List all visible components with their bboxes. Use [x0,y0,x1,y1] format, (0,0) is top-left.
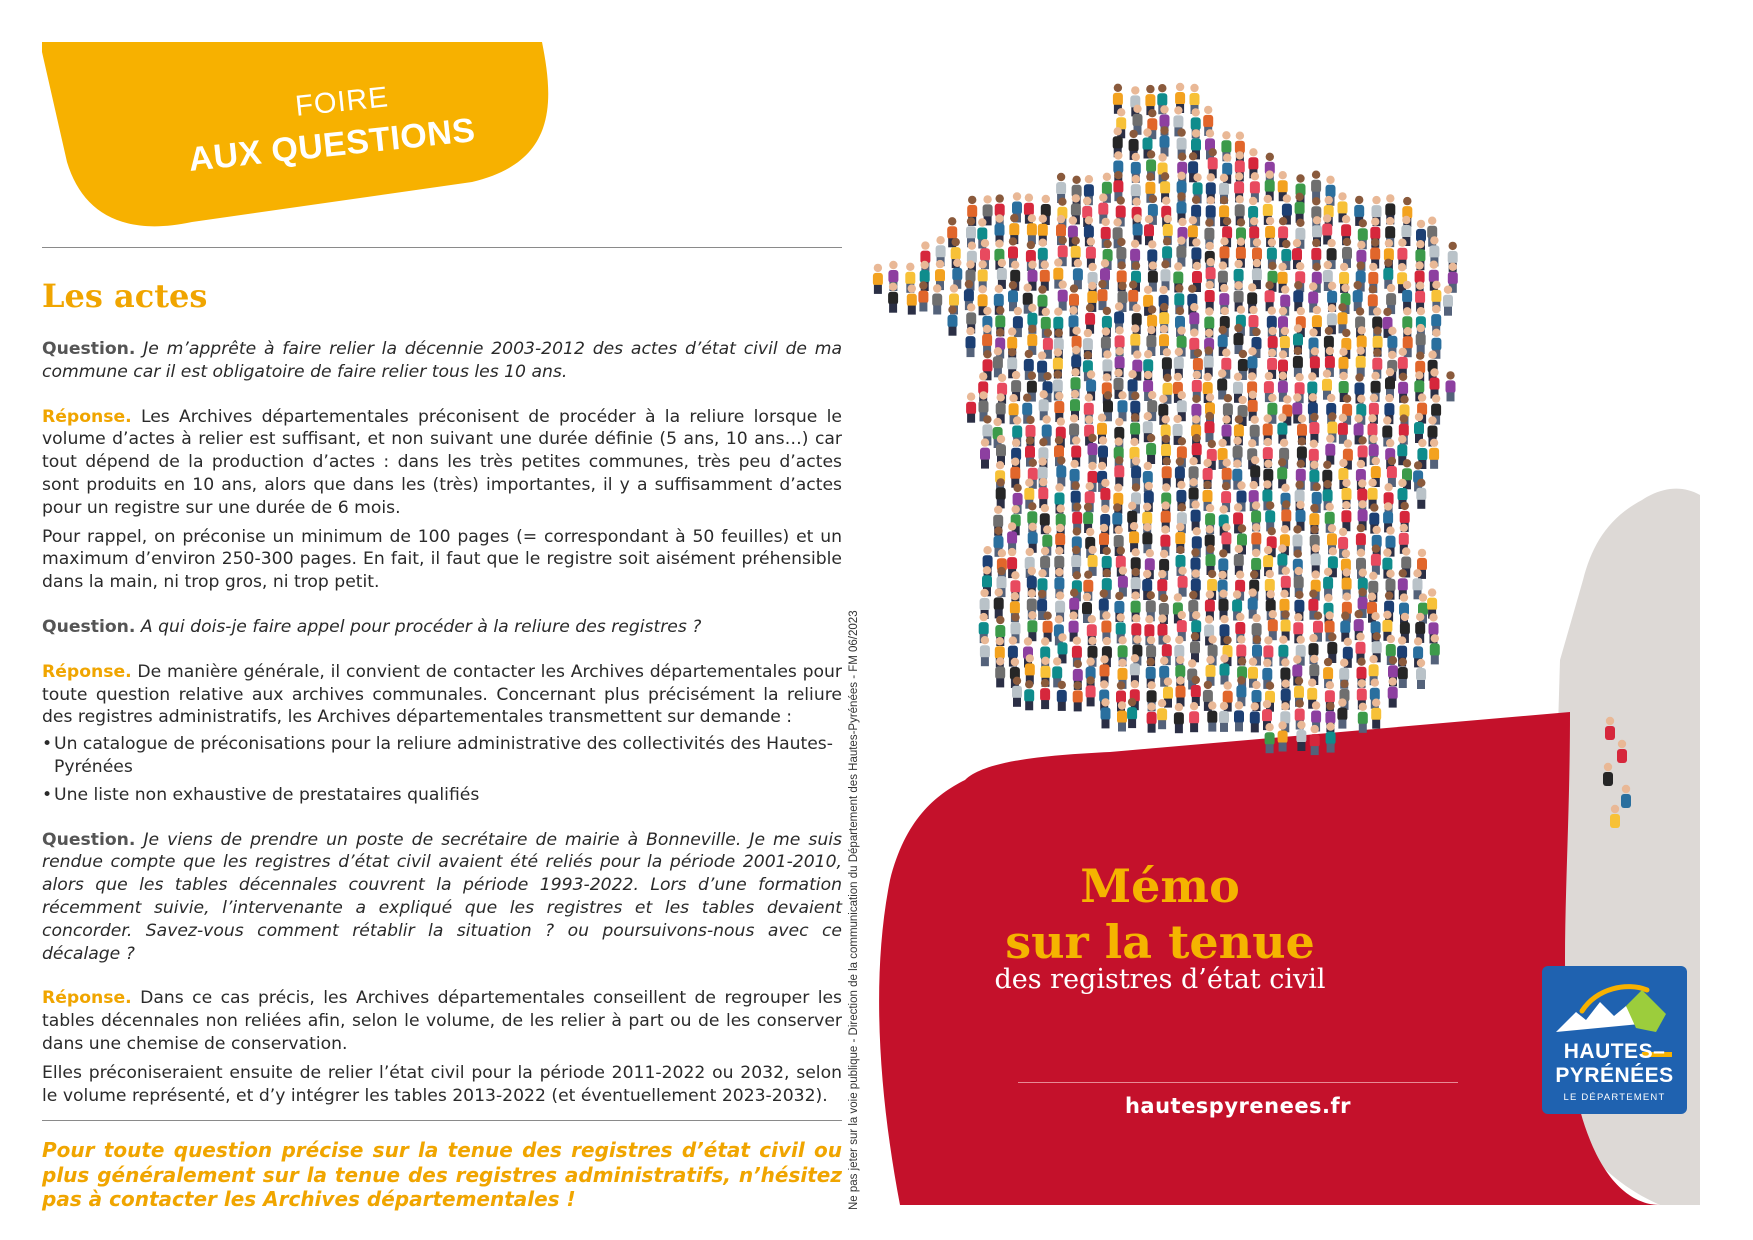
banner-line-1: FOIRE [293,81,391,123]
answer-text: Dans ce cas précis, les Archives départementales conseillent de regrouper les tables décennales non reliées afin, selon le volume, de les relier à part ou de les conserver dans une chemise de conservation. [42,988,842,1054]
faq-page [0,0,870,1240]
crowd-map-of-france [873,83,1631,828]
question-1 [42,338,842,384]
cover-page [870,0,1753,1240]
answer-2 [42,661,842,729]
faq-banner [42,42,552,232]
answer-1 [42,406,842,520]
answer-label: Réponse. [42,406,132,427]
question-label: Question. [42,339,136,359]
question-label: Question. [42,616,136,637]
cover-title-line-1: Mémo [1080,859,1240,913]
answer-3-extra: Elles préconiseraient ensuite de relier l’état civil pour la période 2011-2022 ou 2032, selon le volume représenté, et d’y intégrer les tables 2013-2022 (et éventuellement 2023-2032). [42,1062,842,1106]
side-legal-note: Ne pas jeter sur la voie publique - Direction de la communication du Département des Hautes-Pyrénées - FM 06/2023 [848,610,860,1210]
question-text: A qui dois-je faire appel pour procéder à la reliure des registres ? [140,616,702,637]
hautes-pyrenees-logo [1542,966,1687,1114]
bottom-divider [42,1120,842,1121]
answer-3 [42,987,842,1055]
website-link[interactable]: hautespyrenees.fr [1124,1094,1352,1118]
section-title: Les actes [42,277,208,315]
answer-label: Réponse. [42,661,132,682]
answer-2-bullets [42,733,842,806]
top-divider [42,247,842,248]
logo-line-1: HAUTES– [1563,1040,1666,1063]
qa-list [42,338,842,1107]
answer-label: Réponse. [42,988,132,1009]
cover-subtitle: des registres d’état civil [994,964,1326,995]
logo-line-3: LE DÉPARTEMENT [1563,1092,1666,1103]
call-to-action: Pour toute question précise sur la tenue des registres d’état civil ou plus généralement sur la tenue des registres administratifs, n’hésitez pas à contacter les Archives départementales ! [42,1138,842,1211]
bullet-item: • Un catalogue de préconisations pour la reliure administrative des collectivités des Hautes-Pyrénées [42,733,842,779]
cover-title [960,858,1360,970]
bullet-item: • Une liste non exhaustive de prestataires qualifiés [42,784,842,807]
answer-1-extra: Pour rappel, on préconise un minimum de 100 pages (= correspondant à 50 feuilles) et un maximum d’environ 250-300 pages. En fait, il faut que le registre soit aisément préhensible dans la main, ni trop gros, ni trop petit. [42,526,842,593]
question-text: Je m’apprête à faire relier la décennie 2003-2012 des actes d’état civil de ma commune car il est obligatoire de faire relier tous les 10 ans. [42,339,842,382]
answer-text: Les Archives départementales préconisent de procéder à la reliure lorsque le volume d’actes à relier est suffisant, et non suivant une durée définie (5 ans, 10 ans…) car tout dépend de la production d’actes : dans les très petites communes, très peu d’actes sont produits en 10 ans, alors que dans les (très) importantes, il y a suffisamment d’actes pour un registre sur une durée de 6 mois. [42,406,842,518]
question-3 [42,829,842,966]
cover-divider [1018,1082,1458,1083]
logo-line-2: PYRÉNÉES [1555,1064,1674,1087]
cover-title-line-2: sur la tenue [1005,915,1315,969]
question-text: Je viens de prendre un poste de secrétaire de mairie à Bonneville. Je me suis rendue compte que les registres d’état civil avaient été reliés pour la période 2001-2010, alors que les tables décennales couvrent la période 1993-2022. Lors d’une formation récemment suivie, l’intervenante a expliqué que les registres et les tables devaient concorder. Savez-vous comment rétablir la situation ? ou poursuivons-nous avec ce décalage ? [42,829,842,964]
question-2 [42,616,842,639]
question-label: Question. [42,829,136,850]
answer-text: De manière générale, il convient de contacter les Archives départementales pour toute question relative aux archives communales. Concernant plus précisément la reliure des registres administratifs, les Archives départementales transmettent sur demande : [42,661,843,728]
banner-line-2: AUX QUESTIONS [186,111,478,179]
